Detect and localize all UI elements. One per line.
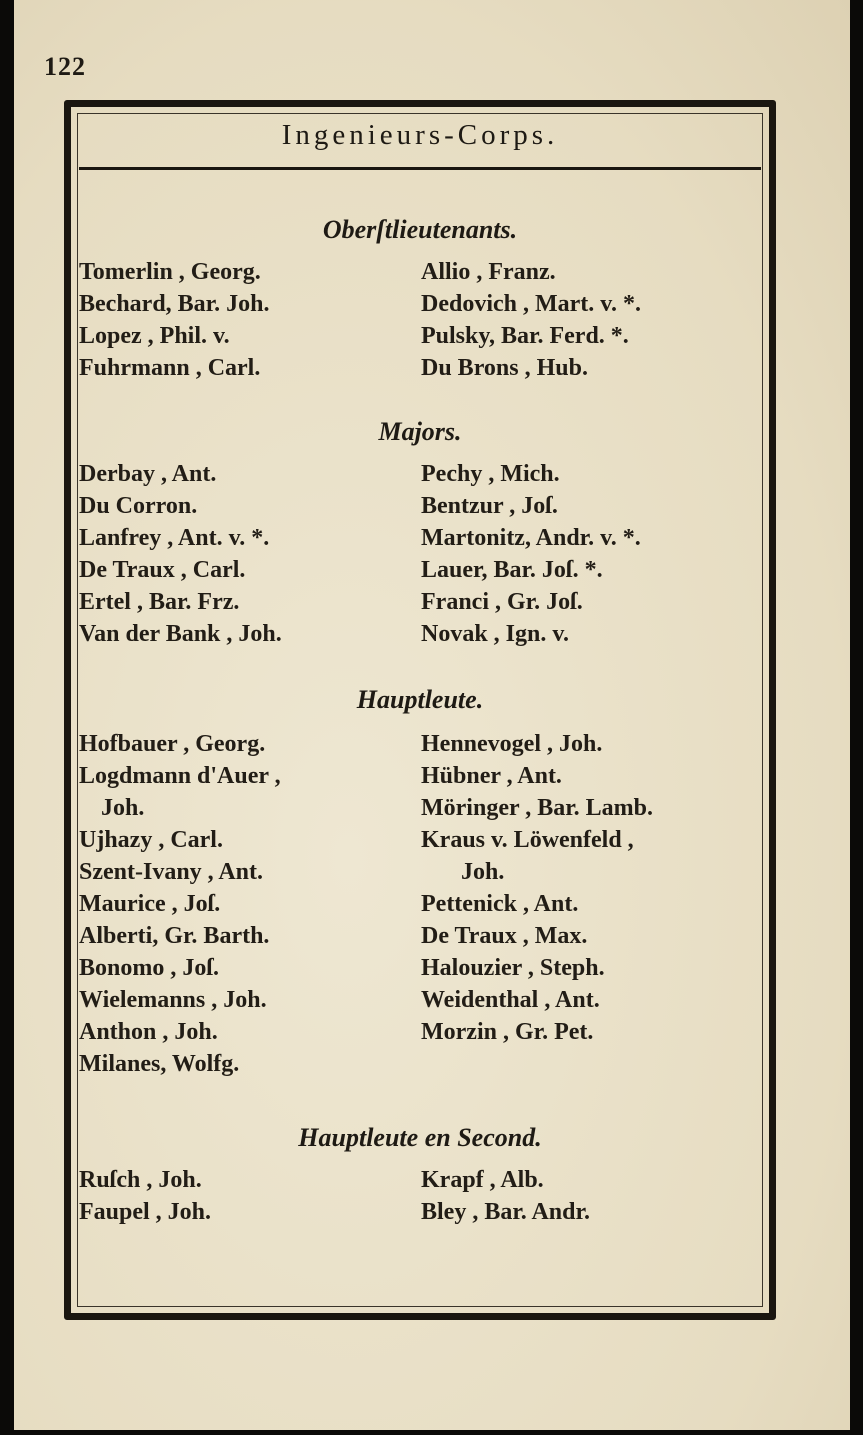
list-item: Ujhazy , Carl. (79, 827, 223, 853)
list-item: Möringer , Bar. Lamb. (421, 795, 653, 821)
document-page (14, 0, 850, 1430)
section-title-hauptleute-en-second: Hauptleute en Second. (298, 1123, 542, 1152)
list-item: Bley , Bar. Andr. (421, 1199, 590, 1225)
list-item: Lanfrey , Ant. v. *. (79, 525, 270, 551)
header-divider (79, 167, 761, 170)
list-item: De Traux , Max. (421, 923, 588, 949)
section-title-majors: Majors. (378, 417, 462, 446)
list-item: Faupel , Joh. (79, 1199, 212, 1225)
list-item: De Traux , Carl. (79, 557, 246, 583)
list-item: Du Corron. (79, 493, 198, 519)
list-item: Ertel , Bar. Frz. (79, 589, 240, 615)
list-item: Novak , Ign. v. (421, 621, 570, 647)
list-item: Joh. (461, 859, 505, 885)
list-item: Alberti, Gr. Barth. (79, 923, 270, 949)
list-frame (64, 100, 776, 1320)
section-title-oberstlieutenants: Oberſtlieutenants. (322, 215, 518, 244)
list-item: Franci , Gr. Joſ. (421, 589, 583, 615)
list-item: Kraus v. Löwenfeld , (421, 827, 634, 853)
list-item: Pettenick , Ant. (421, 891, 579, 917)
list-item: Derbay , Ant. (79, 461, 217, 487)
list-item: Weidenthal , Ant. (421, 987, 600, 1013)
list-item: Pechy , Mich. (421, 461, 560, 487)
list-item: Hübner , Ant. (421, 763, 562, 789)
list-item: Morzin , Gr. Pet. (421, 1019, 594, 1045)
list-item: Bonomo , Joſ. (79, 955, 220, 981)
list-item: Martonitz, Andr. v. *. (421, 525, 641, 551)
list-item: Krapf , Alb. (421, 1167, 544, 1193)
list-item: Bentzur , Joſ. (421, 493, 558, 519)
list-item: Wielemanns , Joh. (79, 987, 267, 1013)
list-item: Du Brons , Hub. (421, 355, 588, 381)
list-item: Ruſch , Joh. (79, 1167, 202, 1193)
list-item: Maurice , Joſ. (79, 891, 221, 917)
list-item: Logdmann d'Auer , (79, 763, 281, 789)
list-item: Bechard, Bar. Joh. (79, 291, 270, 317)
list-item: Anthon , Joh. (79, 1019, 218, 1045)
corps-title: Ingenieurs-Corps. (281, 119, 559, 151)
list-item: Lauer, Bar. Joſ. *. (421, 557, 603, 583)
page-number: 122 (44, 52, 86, 81)
list-item: Szent-Ivany , Ant. (79, 859, 264, 885)
list-item: Van der Bank , Joh. (79, 621, 282, 647)
list-item: Dedovich , Mart. v. *. (421, 291, 641, 317)
list-item: Hennevogel , Joh. (421, 731, 603, 757)
section-title-hauptleute: Hauptleute. (356, 685, 484, 714)
list-item: Joh. (101, 795, 145, 821)
list-item: Allio , Franz. (421, 259, 556, 285)
list-item: Fuhrmann , Carl. (79, 355, 261, 381)
list-item: Pulsky, Bar. Ferd. *. (421, 323, 629, 349)
list-item: Halouzier , Steph. (421, 955, 605, 981)
list-item: Lopez , Phil. v. (79, 323, 230, 349)
list-item: Milanes, Wolfg. (79, 1051, 240, 1077)
list-item: Hofbauer , Georg. (79, 731, 266, 757)
list-item: Tomerlin , Georg. (79, 259, 261, 285)
